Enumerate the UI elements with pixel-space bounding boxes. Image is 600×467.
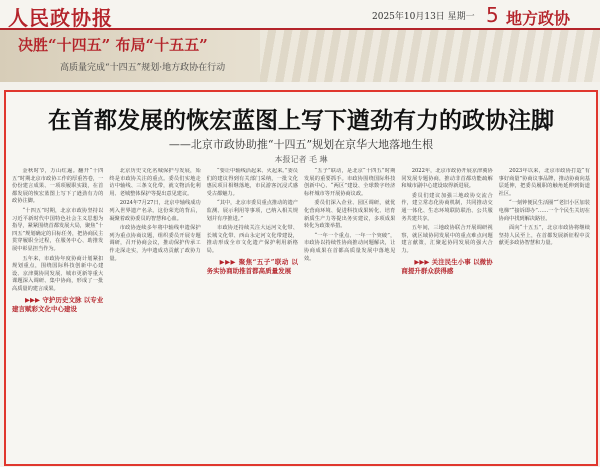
article-crosshead: ▶▶▶ 守护历史文脉 以专业建言赋彩文化中心建设 — [12, 295, 104, 313]
article-paragraph: 北京历史文化名城保护与发展，始终是市政协关注的重点。委员们实地走访中轴线、三条文化带，就文物活化利用、老城整体保护等提出意见建议。 — [109, 168, 201, 197]
article-paragraph: 五年来，市政协年度协商计划紧扣规划重点，围绕国际科技创新中心建设、京津冀协同发展、城市更新等重大课题深入调研、集中协商，形成了一批高质量的建言成果。 — [12, 255, 104, 292]
article-paragraph: 2023年以来，北京市政协打造“有事好商量”协商议事品牌，推动协商向基层延伸，把委员履职的触角延伸到街道社区。 — [498, 168, 590, 197]
article-columns — [12, 168, 590, 460]
article-column — [401, 168, 492, 460]
article-column — [207, 168, 298, 460]
article-paragraph: 委员们建议加强三地政协交流合作，建立常态化协商机制，共同推动交通一体化、生态环境联防联治、公共服务共建共享。 — [401, 192, 493, 222]
article-paragraph: “一刻钟便民生活圈”“老旧小区加装电梯”“接诉即办”……一个个民生关切在协商中找到解决路径。 — [498, 200, 590, 222]
banner-title: 决胜“十四五” 布局“十五五” — [18, 36, 208, 54]
article-paragraph: “其中，北京市委员重点推动的遗产监测、展示利用等事项，已纳入相关规划并有序推进。” — [206, 200, 298, 222]
article-column — [12, 168, 103, 460]
issue-date: 2025年10月13日 星期一 — [372, 12, 475, 22]
article-paragraph: 市政协连续多年将中轴线申遗保护列为重点协商议题，组织委员开展专题调研，召开协商会议，推动保护传承工作走深走实，为申遗成功贡献了政协力量。 — [109, 225, 201, 262]
article-column — [499, 168, 590, 460]
page-number: 5 — [486, 3, 499, 27]
article-byline: 本报记者 毛 琳 — [274, 155, 328, 164]
article-crosshead: ▶▶▶ 聚焦“五子”联动 以务实协商助推首都高质量发展 — [206, 257, 298, 275]
article-paragraph: 委员们深入企业、园区调研，就优化营商环境、促进科技成果转化、培育新质生产力等提出务实建议，多项成果转化为政策举措。 — [303, 200, 396, 230]
article-column — [109, 168, 200, 460]
article-paragraph: 2024年7月27日，北京中轴线成功列入世界遗产名录。这份荣光的背后，凝聚着政协委员的智慧和心血。 — [109, 200, 201, 222]
article-paragraph: 金秋时节，万山红遍。翻开“十四五”时期北京市政协工作的厚重答卷，一份份建言成果、一项项履职实践，在首都发展的恢宏蓝图上写下了遒劲有力的政协注脚。 — [12, 168, 104, 205]
article-paragraph: 面向“十五五”，北京市政协将继续坚持人民至上，在首都发展新征程中贡献更多政协智慧和力量。 — [498, 225, 590, 247]
section-title: 地方政协 — [506, 9, 571, 28]
article-headline: 在首都发展的恢宏蓝图上写下遒劲有力的政协注脚 — [48, 107, 554, 134]
article-paragraph: “要让中轴线活起来、火起来。”委员们的建议得到有关部门采纳，一批文化惠民项目相继落地，市民游客沉浸式感受古都魅力。 — [206, 168, 298, 197]
highlighted-article[interactable] — [4, 90, 598, 466]
article-paragraph: “五子”联动，是北京“十四五”时期发展的重要抓手。市政协围绕国际科技创新中心、“两区”建设、全球数字经济标杆城市等开展协商议政。 — [303, 168, 396, 197]
article-crosshead: ▶▶▶ 关注民生小事 以微协商提升群众获得感 — [401, 257, 493, 275]
newspaper-masthead — [0, 0, 600, 30]
newspaper-logo: 人民政协报 — [8, 6, 113, 30]
article-paragraph: 2022年，北京市政协开展京津冀协同发展专题协商，推动非首都功能疏解和城市副中心建设取得新进展。 — [401, 168, 493, 190]
article-paragraph: 市政协还持续关注大运河文化带、长城文化带、西山永定河文化带建设，推动形成全市文化遗产保护利用新格局。 — [206, 225, 298, 254]
topic-banner — [0, 30, 600, 82]
article-paragraph: 五年间，三地政协联合开展调研视察，就区域协同发展中的重点难点问题建言献策，汇聚起协同发展的强大合力。 — [401, 225, 493, 254]
article-column — [304, 168, 395, 460]
article-subhead: ——北京市政协助推“十四五”规划在京华大地落地生根 — [168, 138, 434, 151]
banner-decoration — [260, 30, 600, 82]
banner-subtitle: 高质量完成“十四五”规划·地方政协在行动 — [60, 63, 226, 73]
article-paragraph: “一年一个重点、一年一个突破”，市政协以持续性协商推动问题解决，让协商成果在首都高质量发展中落地见效。 — [303, 232, 396, 262]
article-paragraph: “十四五”时期，北京市政协坚持以习近平新时代中国特色社会主义思想为指导，紧紧围绕首都发展大局，聚焦“十四五”规划确定的目标任务，把协商民主贯穿履职全过程，在服务中心、助推发展中彰显担当作为。 — [12, 207, 104, 252]
